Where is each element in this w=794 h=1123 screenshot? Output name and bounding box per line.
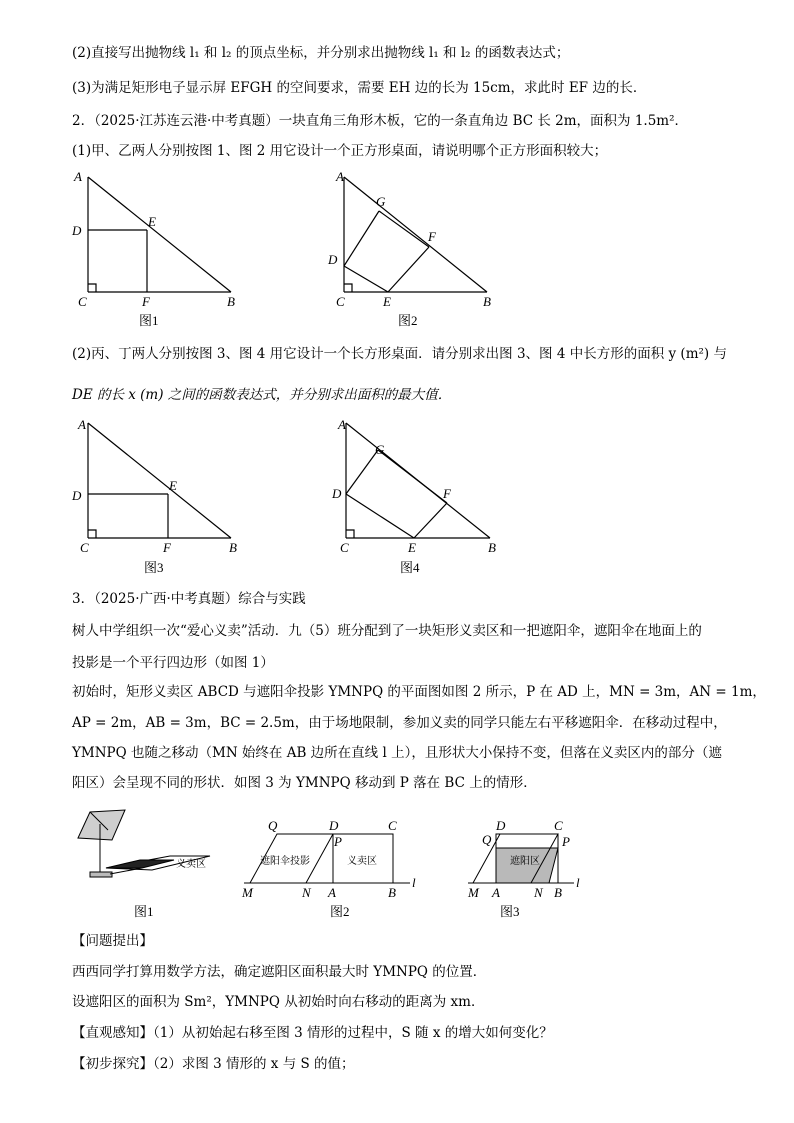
label-E: E <box>148 214 156 229</box>
label-N: N <box>302 885 311 900</box>
label-A: A <box>78 417 86 432</box>
label-C: C <box>340 540 349 555</box>
label-E: E <box>169 478 177 493</box>
question-3-text-5: YMNPQ 也随之移动（MN 始终在 AB 边所在直线 l 上），且形状大小保持不变，但落在义卖区内的部分（遮 <box>72 745 722 761</box>
text-line-2: (3)为满足矩形电子显示屏 EFGH 的空间要求，需要 EH 边的长为 15cm，求此时 EF 边的长． <box>72 80 647 96</box>
figure-4 <box>322 414 502 576</box>
label-B: B <box>388 885 396 900</box>
text-line-1: (2)直接写出抛物线 l₁ 和 l₂ 的顶点坐标，并分别求出抛物线 l₁ 和 l₂ 的函数表达式； <box>72 45 570 61</box>
problem-text-2: 设遮阳区的面积为 Sm²，YMNPQ 从初始时向右移动的距离为 xm． <box>72 994 485 1010</box>
label-l: l <box>576 875 580 890</box>
question-2-part-2: (2)丙、丁两人分别按图 3、图 4 用它设计一个长方形桌面．请分别求出图 3、图 4 中长方形的面积 y (m²) 与 <box>72 346 727 362</box>
shade-area-label: 遮阳区 <box>510 856 540 867</box>
label-A: A <box>338 417 346 432</box>
label-B: B <box>227 294 235 309</box>
caption-q3-fig-2: 图2 <box>330 904 350 919</box>
question-3-text-3: 初始时，矩形义卖区 ABCD 与遮阳伞投影 YMNPQ 的平面图如图 2 所示，P 在 AD 上，MN = 3m，AN = 1m， <box>72 684 766 700</box>
label-D: D <box>72 488 82 503</box>
label-C: C <box>80 540 89 555</box>
label-B: B <box>554 885 562 900</box>
label-C: C <box>336 294 345 309</box>
label-F: F <box>428 229 436 244</box>
label-P: P <box>562 834 570 849</box>
caption-fig-2: 图2 <box>398 313 418 328</box>
label-A: A <box>492 885 500 900</box>
label-M: M <box>242 885 253 900</box>
label-B: B <box>229 540 237 555</box>
label-B: B <box>483 294 491 309</box>
figure-3 <box>66 414 246 576</box>
question-3-text-1: 树人中学组织一次“爱心义卖”活动．九（5）班分配到了一块矩形义卖区和一把遮阳伞，遮阳伞在地面上的 <box>72 623 702 639</box>
label-l: l <box>412 875 416 890</box>
initial-exploration: 【初步探究】（2）求图 3 情形的 x 与 S 的值； <box>72 1056 355 1072</box>
label-M: M <box>468 885 479 900</box>
umbrella-figure-2 <box>238 806 438 924</box>
label-A: A <box>328 885 336 900</box>
sale-area-label: 义卖区 <box>347 856 377 867</box>
caption-q3-fig-3: 图3 <box>500 904 520 919</box>
label-F: F <box>443 486 451 501</box>
label-C: C <box>554 818 563 833</box>
question-3-header: 3．（2025·广西·中考真题）综合与实践 <box>72 591 306 607</box>
label-C: C <box>388 818 397 833</box>
caption-fig-1: 图1 <box>139 313 159 328</box>
label-F: F <box>142 294 150 309</box>
section-problem: 【问题提出】 <box>72 933 153 949</box>
umbrella-figure-1 <box>70 806 220 924</box>
umbrella-figure-3 <box>464 806 594 924</box>
label-P: P <box>334 834 342 849</box>
label-G: G <box>375 442 385 457</box>
question-3-text-4: AP = 2m，AB = 3m，BC = 2.5m，由于场地限制，参加义卖的同学只能左右平移遮阳伞．在移动过程中， <box>72 715 727 731</box>
label-G: G <box>376 194 386 209</box>
label-Q: Q <box>482 832 492 847</box>
caption-q3-fig-1: 图1 <box>134 904 154 919</box>
umbrella-projection-label: 遮阳伞投影 <box>260 856 310 867</box>
label-D: D <box>72 223 82 238</box>
intuitive-perception: 【直观感知】（1）从初始起右移至图 3 情形的过程中，S 随 x 的增大如何变化？ <box>72 1025 553 1041</box>
label-D: D <box>329 818 339 833</box>
problem-text-1: 西西同学打算用数学方法，确定遮阳区面积最大时 YMNPQ 的位置． <box>72 964 487 980</box>
label-D: D <box>496 818 506 833</box>
label-A: A <box>336 169 344 184</box>
label-Q: Q <box>268 818 278 833</box>
figure-2 <box>322 168 502 330</box>
question-3-text-2: 投影是一个平行四边形（如图 1） <box>72 655 274 671</box>
question-3-text-6: 阳区）会呈现不同的形状．如图 3 为 YMNPQ 移动到 P 落在 BC 上的情形． <box>72 775 537 791</box>
label-C: C <box>78 294 87 309</box>
label-A: A <box>74 169 82 184</box>
label-B: B <box>488 540 496 555</box>
label-D: D <box>328 252 338 267</box>
question-2-header: 2．（2025·江苏连云港·中考真题）一块直角三角形木板，它的一条直角边 BC 长 2m，面积为 1.5m²． <box>72 113 689 129</box>
caption-fig-4: 图4 <box>400 560 420 575</box>
umbrella-sale-label: 义卖区 <box>176 859 206 870</box>
label-F: F <box>163 540 171 555</box>
question-2-part-1: (1)甲、乙两人分别按图 1、图 2 用它设计一个正方形桌面，请说明哪个正方形面积较大； <box>72 143 608 159</box>
label-N: N <box>534 885 543 900</box>
label-D: D <box>332 486 342 501</box>
caption-fig-3: 图3 <box>144 560 164 575</box>
label-E: E <box>383 294 391 309</box>
label-E: E <box>408 540 416 555</box>
figure-1 <box>66 168 246 330</box>
question-2-part-2-cont: DE 的长 x (m) 之间的函数表达式，并分别求出面积的最大值． <box>72 387 452 403</box>
